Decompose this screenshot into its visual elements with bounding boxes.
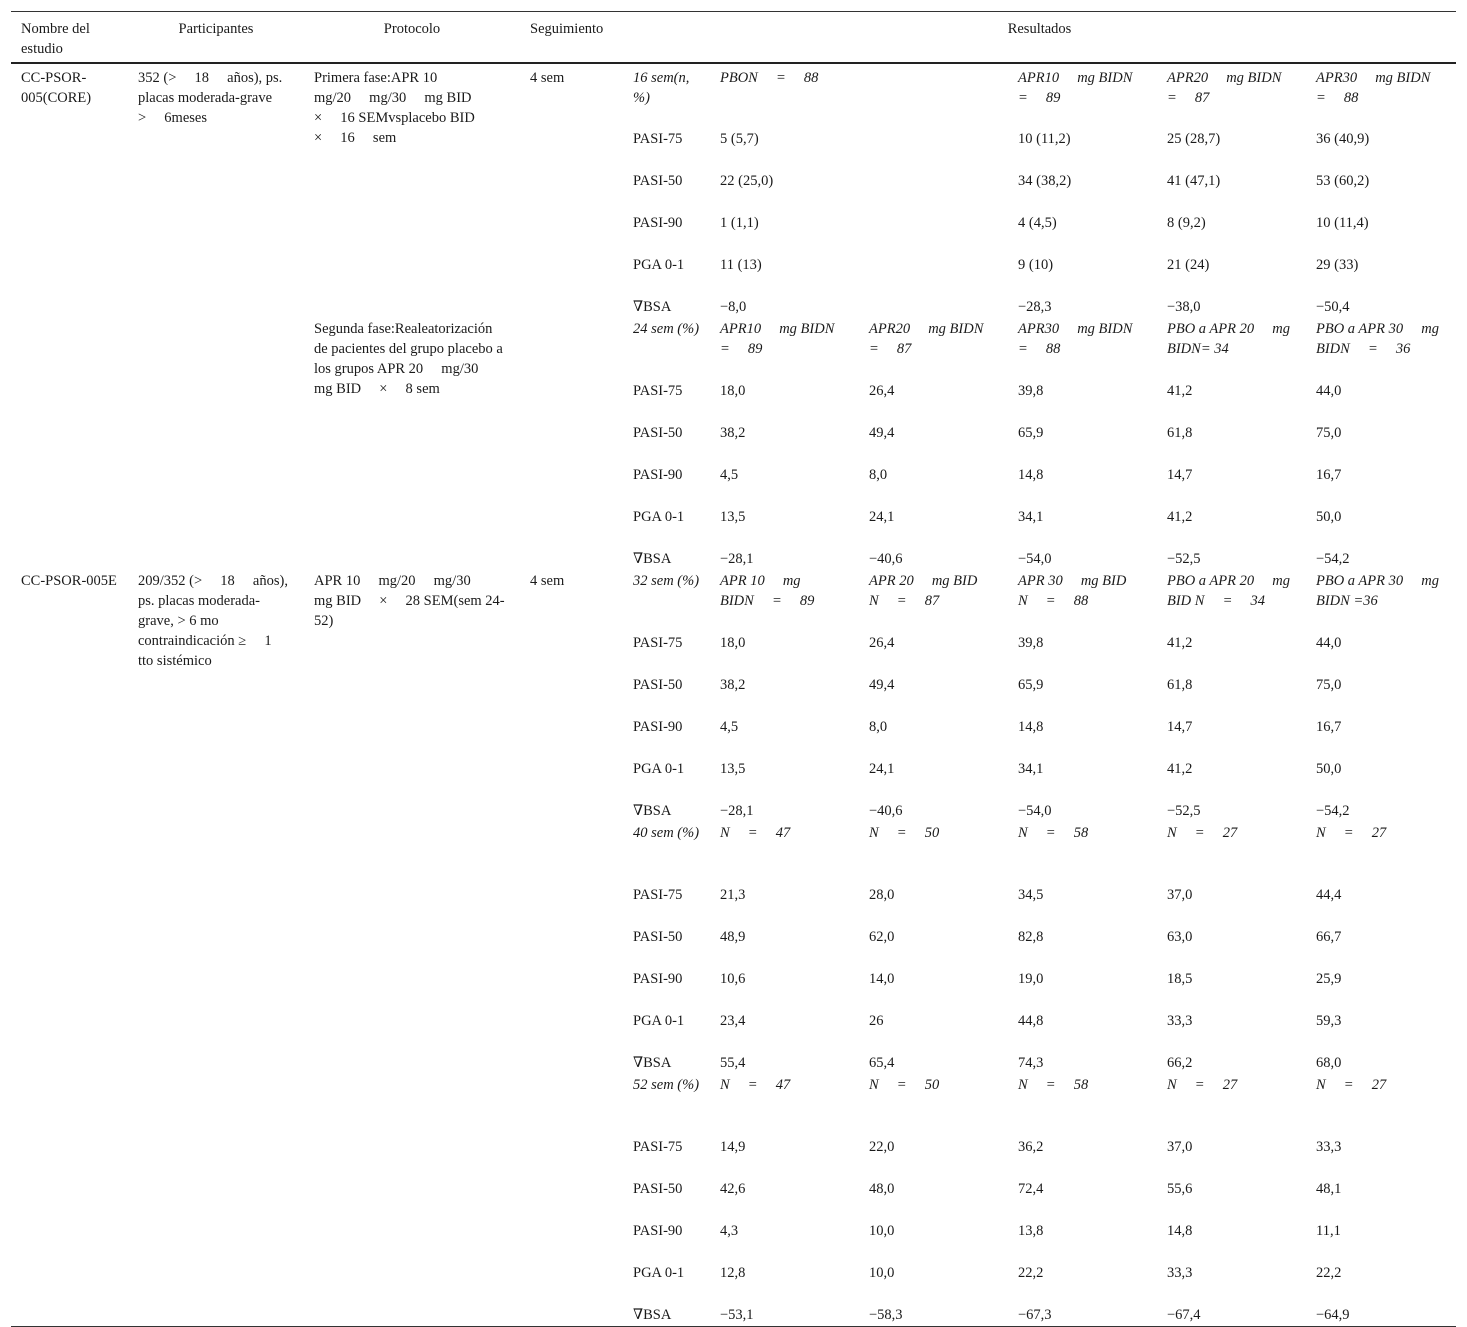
- measure-label: ∇BSA: [633, 802, 672, 819]
- group-header: N = 50: [869, 1076, 940, 1093]
- value-cell: −67,4: [1157, 1304, 1306, 1327]
- value-cell: 34,1: [1018, 508, 1044, 525]
- value-cell: 1 (1,1): [720, 214, 759, 231]
- value-cell: 44,4: [1316, 886, 1342, 903]
- value-cell: −28,3: [1018, 298, 1052, 315]
- group-header: N = 27: [1316, 824, 1387, 841]
- measure-label: PASI-50: [633, 172, 683, 189]
- value-cell: 72,4: [1018, 1180, 1044, 1197]
- value-cell: 49,4: [869, 676, 895, 693]
- value-cell: 33,3: [1316, 1138, 1342, 1155]
- value-cell: 4,5: [720, 718, 739, 735]
- value-cell: 44,8: [1018, 1012, 1044, 1029]
- value-cell: 11 (13): [720, 256, 762, 273]
- study-name: CC-PSOR-005E: [11, 570, 128, 1327]
- group-header: APR20 mg BIDN = 87: [869, 320, 998, 357]
- measure-label: PGA 0-1: [633, 508, 685, 525]
- value-cell: 14,0: [869, 970, 895, 987]
- value-cell: 37,0: [1167, 886, 1193, 903]
- value-cell: 10,0: [869, 1264, 895, 1281]
- value-cell: 14,7: [1167, 466, 1193, 483]
- group-header: APR10 mg BIDN = 89: [720, 320, 849, 357]
- value-cell: 9 (10): [1018, 256, 1054, 273]
- value-cell: −58,3: [859, 1304, 1008, 1327]
- value-cell: 13,5: [720, 508, 746, 525]
- value-cell: 39,8: [1018, 382, 1044, 399]
- results-table: [11, 11, 1456, 1327]
- group-header: PBO a APR 30 mg BIDN =36: [1316, 572, 1439, 609]
- value-cell: −40,6: [869, 802, 903, 819]
- value-cell: 10 (11,2): [1018, 130, 1071, 147]
- value-cell: −38,0: [1167, 298, 1201, 315]
- value-cell: 18,0: [720, 382, 746, 399]
- value-cell: 22,2: [1018, 1264, 1044, 1281]
- value-cell: −64,9: [1306, 1304, 1456, 1327]
- value-cell: 4 (4,5): [1018, 214, 1057, 231]
- value-cell: [859, 254, 1008, 296]
- measure-label: PASI-50: [633, 1180, 683, 1197]
- value-cell: 75,0: [1316, 424, 1342, 441]
- study-protocol: Segunda fase:Realeatorización de pacientes del grupo placebo a los grupos APR 20 mg/30 mg BID × 8 sem: [314, 320, 503, 397]
- value-cell: −28,1: [720, 550, 754, 567]
- value-cell: 26,4: [869, 382, 895, 399]
- value-cell: 33,3: [1167, 1012, 1193, 1029]
- value-cell: 68,0: [1316, 1054, 1342, 1071]
- measure-label: ∇BSA: [633, 1054, 672, 1071]
- timepoint-label: 24 sem (%): [633, 320, 700, 337]
- group-header: APR 30 mg BID N = 88: [1018, 572, 1127, 609]
- timepoint-label: 32 sem (%): [633, 572, 700, 589]
- value-cell: 48,9: [720, 928, 746, 945]
- value-cell: −54,2: [1316, 550, 1350, 567]
- value-cell: 14,8: [1018, 718, 1044, 735]
- value-cell: 37,0: [1167, 1138, 1193, 1155]
- value-cell: [859, 128, 1008, 170]
- value-cell: 25 (28,7): [1167, 130, 1221, 147]
- value-cell: 75,0: [1316, 676, 1342, 693]
- group-header: [859, 63, 1008, 128]
- measure-label: PASI-90: [633, 970, 683, 987]
- value-cell: 33,3: [1167, 1264, 1193, 1281]
- value-cell: 10 (11,4): [1316, 214, 1369, 231]
- measure-label: PASI-90: [633, 1222, 683, 1239]
- value-cell: 59,3: [1316, 1012, 1342, 1029]
- value-cell: 14,9: [720, 1138, 746, 1155]
- measure-label: PASI-50: [633, 424, 683, 441]
- header-resultados: Resultados: [623, 12, 1456, 63]
- value-cell: [859, 212, 1008, 254]
- value-cell: 11,1: [1316, 1222, 1341, 1239]
- value-cell: 50,0: [1316, 760, 1342, 777]
- value-cell: −50,4: [1316, 298, 1350, 315]
- value-cell: 41,2: [1167, 508, 1193, 525]
- header-participantes: Participantes: [128, 12, 304, 63]
- group-header: N = 47: [720, 1076, 791, 1093]
- value-cell: 65,9: [1018, 424, 1044, 441]
- header-row: [11, 12, 1456, 63]
- table-row: [11, 63, 1456, 128]
- timepoint-label: 16 sem(n, %): [633, 69, 690, 106]
- group-header: PBO a APR 20 mg BIDN= 34: [1167, 320, 1290, 357]
- value-cell: 34,1: [1018, 760, 1044, 777]
- value-cell: 28,0: [869, 886, 895, 903]
- value-cell: 8,0: [869, 466, 888, 483]
- value-cell: 74,3: [1018, 1054, 1044, 1071]
- value-cell: 26,4: [869, 634, 895, 651]
- study-followup: 4 sem: [530, 69, 565, 86]
- measure-label: PASI-75: [633, 634, 683, 651]
- value-cell: 8,0: [869, 718, 888, 735]
- group-header: APR30 mg BIDN = 88: [1316, 69, 1445, 106]
- study-protocol: Primera fase:APR 10 mg/20 mg/30 mg BID × 16 SEMvsplacebo BID × 16 sem: [314, 69, 490, 146]
- value-cell: 48,1: [1316, 1180, 1342, 1197]
- group-header: PBON = 88: [720, 69, 819, 86]
- value-cell: 41,2: [1167, 634, 1193, 651]
- value-cell: 63,0: [1167, 928, 1193, 945]
- value-cell: 38,2: [720, 424, 746, 441]
- group-header: APR10 mg BIDN = 89: [1018, 69, 1147, 106]
- value-cell: −54,0: [1018, 550, 1052, 567]
- value-cell: 44,0: [1316, 382, 1342, 399]
- group-header: N = 50: [869, 824, 940, 841]
- value-cell: 4,3: [720, 1222, 739, 1239]
- measure-label: PASI-50: [633, 676, 683, 693]
- value-cell: [859, 170, 1008, 212]
- value-cell: 5 (5,7): [720, 130, 759, 147]
- measure-label: PGA 0-1: [633, 256, 685, 273]
- value-cell: 18,5: [1167, 970, 1193, 987]
- value-cell: 18,0: [720, 634, 746, 651]
- value-cell: 66,7: [1316, 928, 1342, 945]
- value-cell: 21,3: [720, 886, 746, 903]
- value-cell: 82,8: [1018, 928, 1044, 945]
- group-header: N = 27: [1167, 1076, 1238, 1093]
- group-header: N = 47: [720, 824, 791, 841]
- value-cell: 22,2: [1316, 1264, 1342, 1281]
- group-header: PBO a APR 20 mg BID N = 34: [1167, 572, 1290, 609]
- value-cell: 13,8: [1018, 1222, 1044, 1239]
- value-cell: 26: [869, 1012, 884, 1029]
- value-cell: 62,0: [869, 928, 895, 945]
- value-cell: 25,9: [1316, 970, 1342, 987]
- table-row: [11, 570, 1456, 632]
- value-cell: 21 (24): [1167, 256, 1210, 273]
- measure-label: PGA 0-1: [633, 760, 685, 777]
- measure-label: PGA 0-1: [633, 1012, 685, 1029]
- value-cell: 49,4: [869, 424, 895, 441]
- measure-label: PASI-90: [633, 718, 683, 735]
- value-cell: 39,8: [1018, 634, 1044, 651]
- value-cell: 42,6: [720, 1180, 746, 1197]
- study-followup: 4 sem: [520, 570, 623, 1327]
- value-cell: −53,1: [710, 1304, 859, 1327]
- value-cell: 22,0: [869, 1138, 895, 1155]
- value-cell: 14,8: [1167, 1222, 1193, 1239]
- value-cell: 13,5: [720, 760, 746, 777]
- header-nombre: Nombre del estudio: [11, 12, 128, 63]
- value-cell: 8 (9,2): [1167, 214, 1206, 231]
- group-header: N = 27: [1167, 824, 1238, 841]
- value-cell: 41,2: [1167, 760, 1193, 777]
- value-cell: −54,0: [1018, 802, 1052, 819]
- measure-label: PASI-75: [633, 382, 683, 399]
- measure-label: ∇BSA: [633, 550, 672, 567]
- value-cell: 34,5: [1018, 886, 1044, 903]
- value-cell: −52,5: [1167, 550, 1201, 567]
- measure-label: PASI-90: [633, 214, 683, 231]
- value-cell: 14,7: [1167, 718, 1193, 735]
- value-cell: 12,8: [720, 1264, 746, 1281]
- group-header: APR30 mg BIDN = 88: [1018, 320, 1147, 357]
- study-protocol: APR 10 mg/20 mg/30 mg BID × 28 SEM(sem 24-52): [304, 570, 520, 1327]
- value-cell: 4,5: [720, 466, 739, 483]
- value-cell: 41,2: [1167, 382, 1193, 399]
- measure-label: PGA 0-1: [633, 1264, 685, 1281]
- value-cell: −52,5: [1167, 802, 1201, 819]
- value-cell: −54,2: [1316, 802, 1350, 819]
- value-cell: 44,0: [1316, 634, 1342, 651]
- value-cell: −28,1: [720, 802, 754, 819]
- study-participants: 209/352 (> 18 años), ps. placas moderada-grave, > 6 mo contraindicación ≥ 1 tto sistémico: [128, 570, 304, 1327]
- group-header: N = 58: [1018, 824, 1089, 841]
- value-cell: 61,8: [1167, 424, 1193, 441]
- value-cell: 38,2: [720, 676, 746, 693]
- study-participants: 352 (> 18 años), ps. placas moderada-grave > 6meses: [138, 69, 287, 126]
- measure-label: PASI-50: [633, 928, 683, 945]
- value-cell: 23,4: [720, 1012, 746, 1029]
- value-cell: 14,8: [1018, 466, 1044, 483]
- value-cell: 66,2: [1167, 1054, 1193, 1071]
- header-protocolo: Protocolo: [304, 12, 520, 63]
- value-cell: −40,6: [869, 550, 903, 567]
- measure-label: PASI-75: [633, 886, 683, 903]
- header-seguimiento: Seguimiento: [520, 12, 623, 63]
- value-cell: 34 (38,2): [1018, 172, 1072, 189]
- value-cell: 61,8: [1167, 676, 1193, 693]
- value-cell: 36 (40,9): [1316, 130, 1370, 147]
- value-cell: 55,4: [720, 1054, 746, 1071]
- measure-label: PASI-90: [633, 466, 683, 483]
- group-header: APR20 mg BIDN = 87: [1167, 69, 1296, 106]
- value-cell: 55,6: [1167, 1180, 1193, 1197]
- value-cell: 24,1: [869, 508, 895, 525]
- value-cell: 10,0: [869, 1222, 895, 1239]
- value-cell: 36,2: [1018, 1138, 1044, 1155]
- value-cell: 48,0: [869, 1180, 895, 1197]
- measure-label: ∇BSA: [623, 1304, 710, 1327]
- value-cell: 65,9: [1018, 676, 1044, 693]
- value-cell: 41 (47,1): [1167, 172, 1221, 189]
- group-header: N = 27: [1316, 1076, 1387, 1093]
- value-cell: −8,0: [720, 298, 747, 315]
- value-cell: 16,7: [1316, 466, 1342, 483]
- timepoint-label: 52 sem (%): [633, 1076, 700, 1093]
- measure-label: ∇BSA: [633, 298, 672, 315]
- value-cell: 29 (33): [1316, 256, 1359, 273]
- measure-label: PASI-75: [633, 130, 683, 147]
- group-header: N = 58: [1018, 1076, 1089, 1093]
- group-header: APR 20 mg BID N = 87: [869, 572, 978, 609]
- value-cell: [859, 296, 1008, 318]
- group-header: PBO a APR 30 mg BIDN = 36: [1316, 320, 1439, 357]
- value-cell: 50,0: [1316, 508, 1342, 525]
- value-cell: 22 (25,0): [720, 172, 774, 189]
- group-header: APR 10 mg BIDN = 89: [720, 572, 815, 609]
- measure-label: PASI-75: [633, 1138, 683, 1155]
- value-cell: 24,1: [869, 760, 895, 777]
- value-cell: 65,4: [869, 1054, 895, 1071]
- value-cell: 10,6: [720, 970, 746, 987]
- study-name: CC-PSOR-005(CORE): [21, 69, 92, 106]
- value-cell: −67,3: [1008, 1304, 1157, 1327]
- value-cell: 53 (60,2): [1316, 172, 1370, 189]
- value-cell: 16,7: [1316, 718, 1342, 735]
- timepoint-label: 40 sem (%): [633, 824, 700, 841]
- value-cell: 19,0: [1018, 970, 1044, 987]
